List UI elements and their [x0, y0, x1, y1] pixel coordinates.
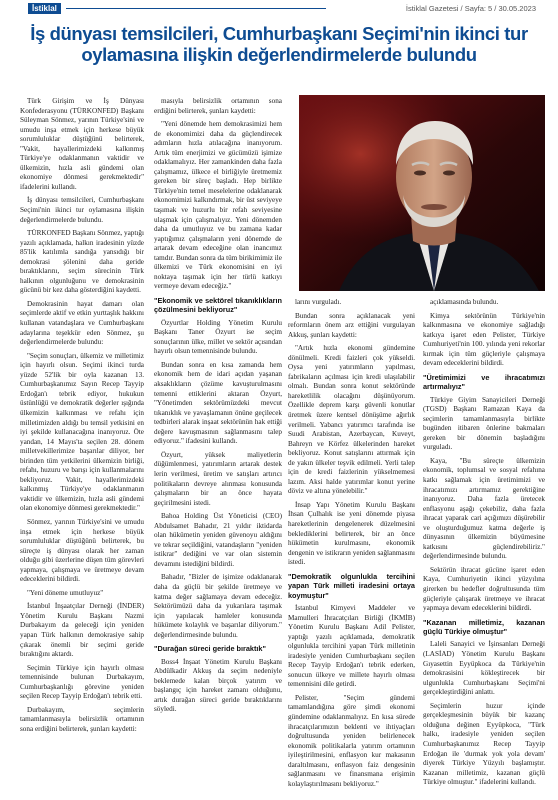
article-paragraph: Özyurtlar Holding Yönetim Kurulu Başkanı Taner Özyurt ise seçim sonuçlarının ülke, millet ve sektör açısından hayırlı olsun temennisinde bulundu.: [154, 318, 282, 356]
article-paragraph: Seçimlerin huzur içinde gerçekleşmesinin büyük bir kazanç olduğuna değinen Eyyüpkoca, "Türk halkı, iradesiyle yeniden seçilen Cumhurbaşkanımız Recep Tayyip Erdoğan ile 'durmak yok yola devam' diyerek Türkiye Yüzyılı başlamıştır. Kazanan milletimiz, kazanan güçlü Türkiye olmuştur." ifadelerini kullandı.: [423, 701, 545, 787]
article-subheading: "Kazanan milletimiz, kazanan güçlü Türkiye olmuştur": [423, 617, 545, 637]
article-paragraph: larını vurguladı.: [295, 298, 342, 306]
article-paragraph: Seçimin Türkiye için hayırlı olması temennisinde bulunan Durbakayım, Cumhurbaşkanlığı görevine yeniden seçilen Recep Tayyip Erdoğan'ı tebrik etti.: [20, 663, 144, 701]
article-paragraph: Sektörün ihracat gücüne işaret eden Kaya, Cumhuriyetin ikinci yüzyılına girerken bu hedefler doğrultusunda tüm güçleriyle çalışarak üretmeye ve ihracat yapmaya devam edeceklerini bildirdi.: [423, 565, 545, 613]
article-paragraph: İnsap Yapı Yönetim Kurulu Başkanı İhsan Çulhalık ise yeni dönemde piyasa hareketlerinin dengelenerek düzelmesini beklediklerini belirterek, bir an önce hükümetin kurulmasını, ekonomik dengenin ve istikrarın yeniden sağlanmasını istedi.: [288, 500, 415, 567]
article-paragraph: Bundan sonra açıklanacak yeni reformların önem arz ettiğini vurgulayan Akkuş, şunları kaydetti:: [288, 311, 415, 339]
article-paragraph: "Artık hızla ekonomi gündemine dönülmeli. Kredi faizleri çok yükseldi. Oysa yeni yatırımların yapılması, fabrikaların açılması için kredi ulaşılabilir olmalı. Bundan sonra konut sektöründe hareketlilik olacağını düşünüyorum. Özellikle deprem karşı güvenli konutlar üretmek üzere kentsel dönüşüme ağırlık verilmeli. Yabancı yatırımcı tarafında ise Suudi Arabistan, Azerbaycan, Kuveyt, Bahreyn ve Körfez ülkelerinden hareket bekliyoruz. Konut satışlarını attırmak için de yakın ülkeler teşvik edilmeli. Yerli talep için de kredi faizlerinin yükselmemesi lazım. Aksi halde yatırımlar konut yerine döviz ve altına yönelebilir.": [288, 344, 415, 496]
article-column-4: [423, 298, 545, 797]
article-paragraph: "Yeni dönemde hem demokrasimizi hem de ekonomimizi daha da güçlendirecek adımların hızla atılacağına inanıyorum. Artık tüm enerjimizi ve gücümüzü işimize odaklamalıyız. Her zamankinden daha fazla çalışmamız, ülkece el birliğiyle üretmemiz gereken bir süreç başladı. Hep birlikte Türkiye'nin temel meselelerine odaklanarak ekonomimizi kalkındırmak, bir üst seviyeye taşımak ve huzurlu bir refah seviyesine ulaşmak için çalışmalıyız. Yeni dönemden daha da umutluyuz ve bu zamana kadar yaptığımız çalışmaların yeni dönemde de artarak devam edeceğine olan inancımız tamdır. Bundan sonra da tüm birikimimiz ile ülkemizi ve Türk ekonomisini en iyi noktaya taşımak için her türlü katkıyı vermeye devam edeceğiz.": [154, 120, 282, 291]
article-paragraph: Sönmez, yarının Türkiye'sini ve umudu inşa etmek için herkese büyük sorumluluklar düştüğünü belirterek, bu süreçte iş dünyası olarak her zaman olduğu gibi üzerlerine düşen tüm görevleri yapmaya, çalışmaya ve üretmeye devam edeceklerini bildirdi.: [20, 517, 144, 584]
article-paragraph: Bahadır, "Bizler de işimize odaklanarak daha da güçlü bir şekilde üretmeye ve katma değer sağlamaya devam edeceğiz. Sektörümüzü daha da yukarılara taşımak için yapılacak hamleler konusunda hükümete kolaylık ve başarılar diliyorum." değerlendirmesinde bulundu.: [154, 573, 282, 639]
article-paragraph: Boss4 İnşaat Yönetim Kurulu Başkanı Abdülkadir Akkuş da seçim nedeniyle beklemede kalan birçok yatırım ve başlangıç için hareket zamanı olduğunu, artık durağan süreci geride bıraktıklarını söyledi.: [154, 657, 282, 714]
article-subheading: "Ekonomik ve sektörel tıkanıklıkların çözülmesini bekliyoruz": [154, 295, 282, 315]
article-paragraph: açıklamasında bulundu.: [430, 298, 499, 306]
page-header: [0, 0, 558, 16]
article-paragraph: Pelister, "Seçim gündemi tamamlandığına göre şimdi ekonomi gündemine odaklanmalıyız. En kısa sürede ihracatçılarımızın beklenti ve ihtiyaçları doğrultusunda yeniden belirlenecek ekonomik politikalarla yatırım ortamının iyileştirilmesini, enflasyon kur makasının daraltılmasını, enflasyon faiz dengesinin sağlanmasını ve finansmana erişimin kolaylaştırılmasını bekliyoruz.": [288, 693, 415, 788]
article-paragraph: Laleli Sanayici ve İşinsanları Derneği (LASİAD) Yönetim Kurulu Başkanı Gıyasettin Eyyüpkoca da Türkiye'nin demokrasisini kökleştirecek bir ulgunlukla Cumhurbaşkanı Seçimi'ni gerçekleştirdiğini anlattı.: [423, 640, 545, 697]
article-paragraph: Bundan sonra en kısa zamanda hem ekonomik hem de idari açıdan yaşanan aksaklıkların çözüme kavuşturulmasını temenni ettiklerini aktaran Özyurt, "Yönetimden sektörümüzdeki mevcut tıkanıklık ve yavaşlamanın önüne geçilecek tedbirleri alarak inşaat sektörünün hak ettiği değere kavuşmasının sağlanmasını talep ediyoruz." ifadesini kullandı.: [154, 360, 282, 446]
page-meta: İstiklal Gazetesi / Sayfa: 5 / 30.05.2023: [405, 4, 536, 13]
article-paragraph: Özyurt, yüksek maliyetlerin düğümlenmesi, yatırımların artarak destek lerin verilmesi, üretim ve satışları artırıcı politikaların devreye alınması konusunda çalışmaların bir an önce hayata geçirilmesini istedi.: [154, 450, 282, 507]
article-column-2: [154, 97, 282, 797]
article-paragraph: "Yeni döneme umutluyuz": [27, 588, 104, 597]
article-paragraph: Türk Girişim ve İş Dünyası Konfederasyonu (TÜRKONFED) Başkanı Süleyman Sönmez, yarının Türkiye'sini ve umudu inşa etmek için herkese büyük sorumluluklar düştüğünü belirterek, "Vakit, hayallerimizdeki kalkınmış Türkiye'ye odaklanmanın vaktidir ve ülkemizin, hızla asli gündemi olan ekonomiye dönmesi gerekmektedir" ifadelerini kullandı.: [20, 97, 144, 191]
article-subheading: "Demokratik olgunlukla tercihini yapan Türk milleti iradesini ortaya koymuştur": [288, 571, 415, 600]
article-paragraph: Bahoa Holding Üst Yöneticisi (CEO) Abdulsamet Bahadır, 21 yıldır iktidarda olan hükümetin yeniden güvenoyu aldığını ve tekrar seçildiğini, vatandaşların "yeniden istikrar" dediğini ve var olan sistemin devamını istediğini bildirdi.: [154, 512, 282, 568]
article-paragraph: masıyla belirsizlik ortamının sona erdiğini belirterek, şunları kaydetti:: [154, 97, 282, 115]
article-paragraph: İstanbul İnşaatçılar Derneği (İNDER) Yönetim Kurulu Başkanı Nazmi Durbakayım da geleceği için yeniden yapan Türk halkının demokrasiye sahip çıkarak önemli bir seçimi geride bıraktığını aktardı.: [20, 602, 144, 659]
article-paragraph: "Seçim sonuçları, ülkemiz ve milletimiz için hayırlı olsun. Seçimi ikinci turda yüzde 52'lik bir oyla kazanan 13. Cumhurbaşkanımız Sayın Recep Tayyip Erdoğan'ı tebrik ediyor, hukukun üstünlüğü ve demokratik değerler ışığında ülkemizin kalkınması ve refahı için milletimizden aldığı bu temsil yetkisini en iyi şekilde kullanacağına inanıyoruz. Öte yandan, 14 Mayıs'ta seçilen 28. dönem milletvekillerimize başarılar diliyor, her birinden tüm yetkilerini ülkemizin birliği, refahı, huzuru ve barışı için kullanmalarını bekliyoruz. Vakit, hayallerimizdeki kalkınmış Türkiye'ye odaklanmanın vaktidir ve ülkemizin, hızla asli gündemi olan ekonomiye dönmesi gerekmektedir.": [20, 351, 144, 513]
article-paragraph: Türkiye Giyim Sanayicileri Derneği (TGSD) Başkanı Ramazan Kaya da seçimlerin tamamlanmasıyla birlikte bugünden itibaren önlerine bakmaları gereken bir dönemin başladığını vurguladı.: [423, 395, 545, 452]
article-paragraph: TÜRKONFED Başkanı Sönmez, yaptığı yazılı açıklamada, halkın iradesinin yüzde 85'lik katılımla sandığa yansıdığı bir demokrasi şölenini daha geride bıraktıklarını, seçim sürecinin Türk halkının olgunluğunu ve demokrasinin gücünü bir kez daha gösterdiğini kaydetti.: [20, 229, 144, 295]
article-paragraph: Durbakayım, seçimlerin tamamlanmasıyla belirsizlik ortamının sona erdiğini belirterek, şunları kaydetti:: [20, 705, 144, 733]
article-headline: İş dünyası temsilcileri, Cumhurbaşkanı Seçimi'nin ikinci tur oylamasına ilişkin değerlendirmelerde bulundu: [30, 23, 528, 65]
article-photo: [299, 95, 545, 291]
header-rule: [66, 8, 326, 9]
article-paragraph: Demokrasinin hayat damarı olan seçimlerde aktif ve etkin yurttaşlık hakkını kullanan vatandaşlara ve Cumhurbaşkanı adaylarına teşekkür eden Sönmez, şu değerlendirmelerde bulundu:: [20, 299, 144, 347]
article-paragraph: Kaya, "Bu süreçte ülkemizin ekonomik, toplumsal ve sosyal refahına katkı sağlamak için üretimimizi ve ihracatımızı artırmamız gerektiğine inanıyoruz. Daha fazla üretecek enflasyonu aşağı çekebiliz, daha fazla ihracat yaparak cari açığımızı düşürebilir ve oluşturduğumuz katma değerle iş dünyasının ülkemizin büyümesine katkısını güçlendirebiliriz." değerlendirmesinde bulundu.: [423, 456, 545, 561]
article-column-3: [288, 298, 415, 797]
article-paragraph: İş dünyası temsilcileri, Cumhurbaşkanı Seçimi'nin ikinci tur oylamasına ilişkin değerlendirmelerde bulundu.: [20, 196, 144, 224]
article-paragraph: Kimya sektörünün Türkiye'nin kalkınmasına ve ekonomiye sağladığı katkıya işaret eden Pelister, Türkiye Cumhuriyeti'nin 100. yılında yeni rekorlar kırmak için tüm güçleriyle çalışmaya devam edeceklerini bildirdi.: [423, 311, 545, 368]
newspaper-logo: İstiklal: [28, 3, 61, 14]
article-subheading: "Durağan süreci geride bıraktık": [154, 644, 266, 654]
article-paragraph: İstanbul Kimyevi Maddeler ve Mamulleri İhracatçıları Birliği (İKMİB) Yönetim Kurulu Başkanı Adil Pelister, yaptığı yazılı açıklamada, demokratik olgunlukla tercihini yapan Türk milletinin iradesiyle yeniden Cumhurbaşkanı seçilen Recep Tayyip Erdoğan'ı tebrik ederken, sonucun ülkeye ve millete hayırlı olması temennisini dile getirdi.: [288, 603, 415, 689]
article-column-1: [20, 97, 144, 797]
portrait-photo-icon: [299, 95, 545, 291]
article-subheading: "Üretimimizi ve ihracatımızı artırmalıyız": [423, 372, 545, 392]
